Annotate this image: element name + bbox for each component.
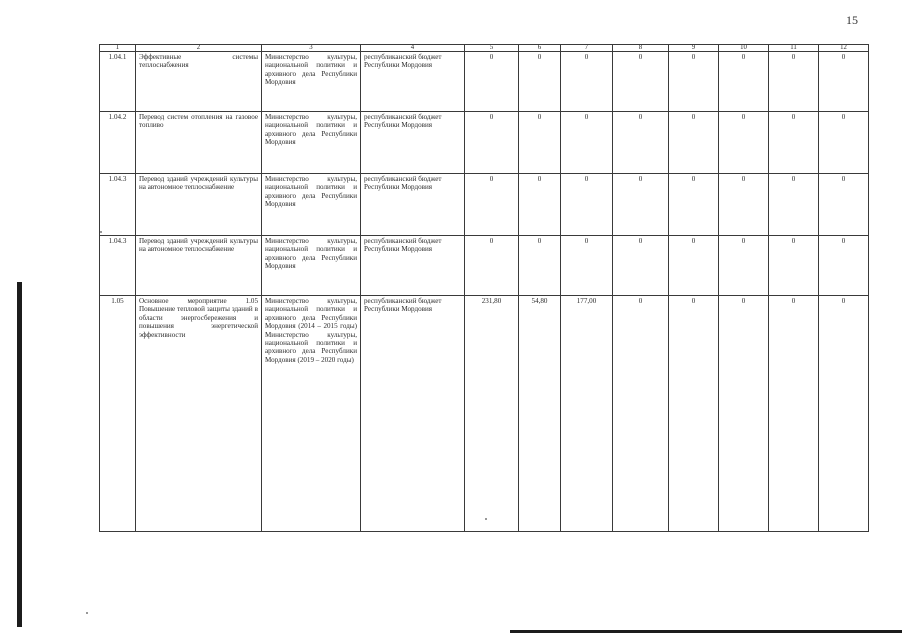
row-name: Основное мероприятие 1.05 Повышение тепловой защиты зданий в области энергосбережения и повышения энергетической эффективности <box>136 296 262 532</box>
column-header: 9 <box>669 45 719 52</box>
column-header: 1 <box>100 45 136 52</box>
row-value: 0 <box>465 174 519 236</box>
row-value: 0 <box>669 52 719 112</box>
row-source: республиканский бюджет Республики Мордовия <box>361 296 465 532</box>
column-header: 12 <box>819 45 869 52</box>
scan-speck <box>86 612 88 614</box>
row-name: Перевод зданий учреждений культуры на автономное теплоснабжение <box>136 174 262 236</box>
row-value: 0 <box>819 112 869 174</box>
row-value: 0 <box>561 112 613 174</box>
table-row <box>100 174 869 236</box>
column-header: 6 <box>519 45 561 52</box>
scan-speck <box>485 518 487 520</box>
column-header: 4 <box>361 45 465 52</box>
column-header: 7 <box>561 45 613 52</box>
row-value: 231,80 <box>465 296 519 532</box>
row-value: 0 <box>465 236 519 296</box>
row-value: 0 <box>669 174 719 236</box>
row-value: 0 <box>719 296 769 532</box>
row-code: 1.04.1 <box>100 52 136 112</box>
row-value: 0 <box>519 174 561 236</box>
row-value: 0 <box>613 296 669 532</box>
row-value: 0 <box>669 236 719 296</box>
row-executor: Министерство культуры, национальной политики и архивного дела Республики Мордовия <box>262 236 361 296</box>
column-header: 11 <box>769 45 819 52</box>
column-header: 2 <box>136 45 262 52</box>
row-code: 1.04.3 <box>100 174 136 236</box>
scan-edge-mark <box>17 282 22 627</box>
row-source: республиканский бюджет Республики Мордовия <box>361 174 465 236</box>
scan-bottom-mark <box>510 630 902 633</box>
row-value: 0 <box>519 52 561 112</box>
row-value: 54,80 <box>519 296 561 532</box>
row-value: 0 <box>819 174 869 236</box>
row-value: 0 <box>719 112 769 174</box>
row-value: 0 <box>769 296 819 532</box>
row-value: 0 <box>561 52 613 112</box>
column-header: 10 <box>719 45 769 52</box>
row-value: 0 <box>719 52 769 112</box>
column-header: 8 <box>613 45 669 52</box>
table-row <box>100 52 869 112</box>
row-value: 0 <box>519 236 561 296</box>
row-value: 0 <box>613 52 669 112</box>
row-code: 1.05 <box>100 296 136 532</box>
row-value: 0 <box>613 174 669 236</box>
row-value: 0 <box>613 236 669 296</box>
column-header: 3 <box>262 45 361 52</box>
row-value: 0 <box>769 236 819 296</box>
header-row <box>100 45 869 52</box>
program-table <box>99 44 869 532</box>
row-name: Эффективные системы теплоснабжения <box>136 52 262 112</box>
row-value: 0 <box>769 112 819 174</box>
table-row <box>100 236 869 296</box>
column-header: 5 <box>465 45 519 52</box>
row-value: 0 <box>819 296 869 532</box>
row-value: 0 <box>465 52 519 112</box>
row-value: 0 <box>561 174 613 236</box>
row-name: Перевод зданий учреждений культуры на автономное теплоснабжение <box>136 236 262 296</box>
row-source: республиканский бюджет Республики Мордовия <box>361 236 465 296</box>
row-executor: Министерство культуры, национальной политики и архивного дела Республики Мордовия <box>262 112 361 174</box>
row-code: 1.04.3 <box>100 236 136 296</box>
row-value: 0 <box>719 236 769 296</box>
row-value: 0 <box>669 112 719 174</box>
row-value: 0 <box>465 112 519 174</box>
row-executor: Министерство культуры, национальной политики и архивного дела Республики Мордовия <box>262 174 361 236</box>
row-value: 0 <box>561 236 613 296</box>
row-value: 0 <box>669 296 719 532</box>
row-name: Перевод систем отопления на газовое топливо <box>136 112 262 174</box>
row-code: 1.04.2 <box>100 112 136 174</box>
row-executor: Министерство культуры, национальной политики и архивного дела Республики Мордовия <box>262 52 361 112</box>
scan-speck <box>100 231 102 233</box>
row-value: 0 <box>769 174 819 236</box>
row-value: 0 <box>769 52 819 112</box>
row-value: 177,00 <box>561 296 613 532</box>
row-value: 0 <box>519 112 561 174</box>
page-number: 15 <box>846 13 858 27</box>
row-value: 0 <box>819 52 869 112</box>
row-executor: Министерство культуры, национальной политики и архивного дела Республики Мордовия (2014 – 2015 годы) Министерство культуры, национальной политики и архивного дела Республики Мордовия (2019 – 2020 годы) <box>262 296 361 532</box>
table-row <box>100 112 869 174</box>
row-value: 0 <box>819 236 869 296</box>
row-source: республиканский бюджет Республики Мордовия <box>361 52 465 112</box>
row-value: 0 <box>719 174 769 236</box>
table-row <box>100 296 869 532</box>
row-value: 0 <box>613 112 669 174</box>
row-source: республиканский бюджет Республики Мордовия <box>361 112 465 174</box>
